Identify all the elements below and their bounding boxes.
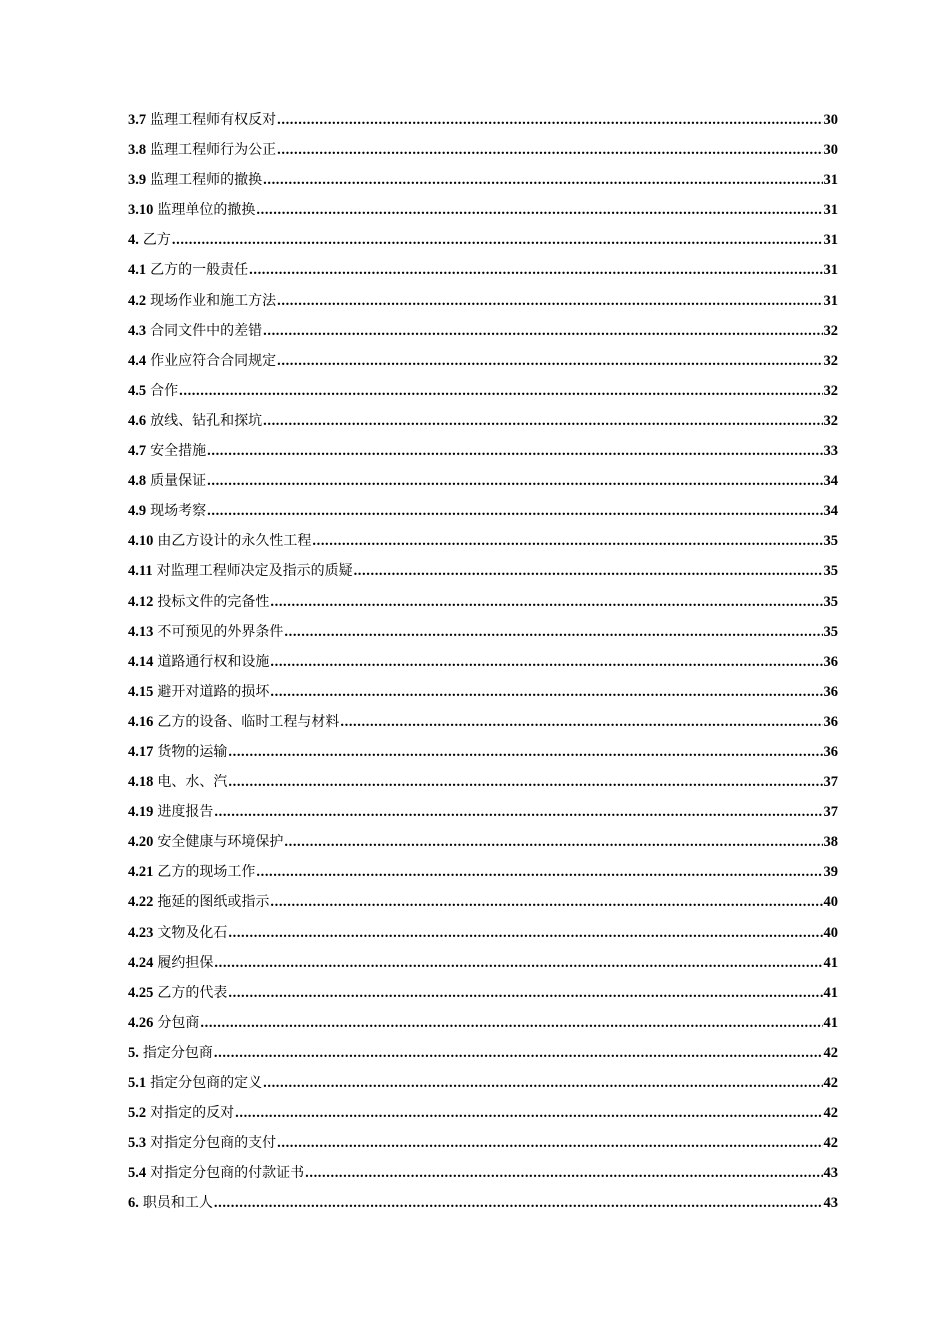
toc-entry-page-number: 32	[823, 352, 838, 369]
toc-entry-page-number: 35	[823, 593, 838, 610]
toc-entry[interactable]	[128, 981, 838, 1011]
toc-entry-page-number: 33	[823, 443, 838, 460]
table-of-contents	[128, 108, 838, 1221]
toc-entry-title: 指定分包商的定义	[150, 1075, 263, 1091]
toc-entry-page-number: 36	[823, 743, 838, 760]
toc-entry-title: 职员和工人	[142, 1195, 213, 1212]
toc-entry-title: 电、水、汽	[157, 774, 228, 791]
toc-entry-number: 4.16	[128, 713, 154, 730]
toc-dot-leader	[207, 439, 822, 463]
toc-entry-page-number: 31	[823, 292, 838, 309]
toc-entry-title: 安全健康与环境保护	[157, 834, 284, 851]
toc-entry-page-number: 41	[823, 954, 838, 971]
toc-dot-leader	[263, 319, 822, 343]
toc-entry-number: 4.21	[128, 864, 154, 881]
toc-entry[interactable]	[128, 108, 838, 138]
toc-entry[interactable]	[128, 289, 838, 319]
toc-entry-number: 4.24	[128, 954, 154, 971]
toc-entry[interactable]	[128, 650, 838, 680]
toc-entry-page-number: 42	[823, 1105, 838, 1122]
toc-entry-title: 监理工程师有权反对	[150, 112, 277, 128]
toc-entry-number: 6.	[128, 1195, 139, 1212]
toc-dot-leader	[263, 168, 822, 192]
toc-entry[interactable]	[128, 499, 838, 529]
toc-dot-leader	[200, 1011, 822, 1035]
toc-dot-leader	[277, 1131, 822, 1155]
toc-entry[interactable]	[128, 830, 838, 860]
toc-entry-title: 分包商	[157, 1014, 200, 1031]
toc-entry-number: 4.3	[128, 322, 147, 339]
toc-dot-leader	[256, 198, 822, 222]
toc-entry[interactable]	[128, 800, 838, 830]
toc-entry-page-number: 37	[823, 804, 838, 821]
toc-entry-title: 乙方的代表	[157, 984, 228, 1001]
toc-entry-number: 3.10	[128, 202, 154, 219]
toc-entry-page-number: 41	[823, 1014, 838, 1031]
toc-dot-leader	[277, 349, 822, 373]
toc-entry-page-number: 31	[823, 262, 838, 279]
toc-dot-leader	[172, 228, 823, 252]
toc-entry-title: 由乙方设计的永久性工程	[157, 533, 312, 550]
toc-dot-leader	[235, 1101, 822, 1125]
toc-entry-title: 文物及化石	[157, 924, 228, 941]
toc-entry-title: 安全措施	[150, 443, 207, 460]
toc-entry-number: 4.11	[128, 563, 153, 580]
toc-entry-page-number: 35	[823, 563, 838, 580]
toc-entry-page-number: 41	[823, 984, 838, 1001]
toc-entry[interactable]	[128, 770, 838, 800]
toc-entry-title: 货物的运输	[157, 743, 228, 760]
toc-entry-number: 4.14	[128, 653, 154, 670]
toc-entry-number: 4.26	[128, 1014, 154, 1031]
toc-entry[interactable]	[128, 198, 838, 228]
toc-entry[interactable]	[128, 349, 838, 379]
toc-dot-leader	[214, 1191, 823, 1215]
toc-entry-page-number: 42	[823, 1075, 838, 1091]
toc-dot-leader	[207, 499, 822, 523]
toc-entry-page-number: 40	[823, 924, 838, 941]
toc-entry-number: 4.19	[128, 804, 154, 821]
toc-dot-leader	[228, 981, 822, 1005]
toc-entry-number: 4.17	[128, 743, 154, 760]
toc-entry-title: 不可预见的外界条件	[157, 623, 284, 640]
toc-entry[interactable]	[128, 921, 838, 951]
toc-dot-leader	[312, 529, 822, 553]
toc-dot-leader	[207, 469, 822, 493]
toc-entry-page-number: 34	[823, 473, 838, 490]
toc-entry-number: 4.18	[128, 774, 154, 791]
toc-entry[interactable]	[128, 138, 838, 168]
toc-entry-title: 履约担保	[157, 954, 214, 971]
toc-entry-number: 4.20	[128, 834, 154, 851]
toc-entry-title: 现场考察	[150, 503, 207, 520]
toc-entry[interactable]	[128, 1071, 838, 1101]
toc-entry-number: 4.15	[128, 683, 154, 700]
toc-entry-title: 对监理工程师决定及指示的质疑	[156, 563, 353, 580]
toc-dot-leader	[340, 710, 822, 734]
toc-entry-page-number: 30	[823, 142, 838, 159]
toc-dot-leader	[284, 830, 822, 854]
toc-entry[interactable]	[128, 680, 838, 710]
toc-entry-title: 监理工程师的撤换	[150, 172, 263, 189]
toc-dot-leader	[228, 770, 822, 794]
toc-entry-number: 3.8	[128, 142, 147, 159]
toc-entry-title: 质量保证	[150, 473, 207, 490]
toc-entry-title: 作业应符合合同规定	[150, 352, 277, 369]
toc-entry-page-number: 38	[823, 834, 838, 851]
toc-entry-number: 4.8	[128, 473, 147, 490]
toc-entry[interactable]	[128, 1041, 838, 1071]
toc-entry-title: 拖延的图纸或指示	[157, 894, 270, 911]
toc-entry-title: 道路通行权和设施	[157, 653, 270, 670]
toc-entry-page-number: 42	[823, 1135, 838, 1152]
toc-entry-page-number: 36	[823, 653, 838, 670]
toc-dot-leader	[305, 1161, 822, 1185]
toc-entry-number: 4.9	[128, 503, 147, 520]
toc-entry-title: 对指定分包商的付款证书	[150, 1165, 305, 1182]
toc-dot-leader	[284, 620, 822, 644]
toc-entry[interactable]	[128, 258, 838, 288]
toc-entry[interactable]	[128, 439, 838, 469]
toc-entry-page-number: 36	[823, 713, 838, 730]
toc-dot-leader	[277, 108, 822, 132]
toc-entry[interactable]	[128, 1131, 838, 1161]
toc-entry-title: 避开对道路的损坏	[157, 683, 270, 700]
toc-entry[interactable]	[128, 740, 838, 770]
toc-dot-leader	[228, 921, 822, 945]
toc-entry-title: 合作	[150, 382, 179, 399]
toc-entry[interactable]	[128, 529, 838, 559]
toc-dot-leader	[228, 740, 822, 764]
toc-entry-number: 4.5	[128, 382, 147, 399]
toc-dot-leader	[270, 680, 822, 704]
toc-entry-title: 乙方的一般责任	[150, 262, 249, 279]
toc-entry[interactable]	[128, 379, 838, 409]
toc-entry-title: 合同文件中的差错	[150, 322, 263, 339]
toc-entry-title: 监理单位的撤换	[157, 202, 256, 219]
toc-entry-page-number: 31	[823, 172, 838, 189]
toc-entry-number: 4.2	[128, 292, 147, 309]
toc-entry[interactable]	[128, 1011, 838, 1041]
toc-entry-page-number: 32	[823, 322, 838, 339]
toc-entry-title: 乙方的设备、临时工程与材料	[157, 713, 340, 730]
toc-entry-page-number: 31	[823, 232, 838, 249]
toc-entry-page-number: 42	[823, 1044, 838, 1061]
toc-dot-leader	[263, 1071, 822, 1095]
toc-entry-number: 4.	[128, 232, 139, 249]
toc-entry[interactable]	[128, 1161, 838, 1191]
toc-entry-page-number: 37	[823, 774, 838, 791]
toc-entry-title: 放线、钻孔和探坑	[150, 412, 263, 429]
toc-entry-page-number: 40	[823, 894, 838, 911]
toc-entry-number: 4.10	[128, 533, 154, 550]
toc-entry-number: 3.9	[128, 172, 147, 189]
toc-entry-page-number: 35	[823, 533, 838, 550]
toc-entry[interactable]	[128, 168, 838, 198]
toc-dot-leader	[214, 800, 822, 824]
toc-dot-leader	[179, 379, 822, 403]
toc-entry[interactable]	[128, 409, 838, 439]
toc-entry-number: 5.1	[128, 1075, 147, 1091]
toc-entry[interactable]	[128, 951, 838, 981]
toc-entry-number: 4.25	[128, 984, 154, 1001]
toc-entry-number: 3.7	[128, 112, 147, 128]
toc-entry-number: 4.6	[128, 412, 147, 429]
toc-entry-number: 4.12	[128, 593, 154, 610]
toc-entry[interactable]	[128, 319, 838, 349]
toc-entry[interactable]	[128, 590, 838, 620]
toc-entry-number: 4.1	[128, 262, 147, 279]
toc-dot-leader	[249, 258, 822, 282]
toc-entry-title: 乙方的现场工作	[157, 864, 256, 881]
toc-entry-number: 4.7	[128, 443, 147, 460]
toc-entry-title: 进度报告	[157, 804, 214, 821]
toc-dot-leader	[270, 890, 822, 914]
toc-entry-title: 现场作业和施工方法	[150, 292, 277, 309]
toc-entry-page-number: 43	[823, 1165, 838, 1182]
toc-entry-title: 乙方	[142, 232, 171, 249]
toc-entry[interactable]	[128, 559, 838, 589]
toc-entry-title: 投标文件的完备性	[157, 593, 270, 610]
toc-entry-page-number: 36	[823, 683, 838, 700]
toc-entry-title: 对指定分包商的支付	[150, 1135, 277, 1152]
toc-entry-page-number: 31	[823, 202, 838, 219]
toc-entry[interactable]	[128, 860, 838, 890]
toc-entry[interactable]	[128, 620, 838, 650]
toc-entry-number: 4.23	[128, 924, 154, 941]
toc-entry-page-number: 30	[823, 112, 838, 128]
toc-entry-number: 4.4	[128, 352, 147, 369]
toc-entry-page-number: 32	[823, 382, 838, 399]
toc-entry[interactable]	[128, 1191, 838, 1221]
toc-entry-page-number: 34	[823, 503, 838, 520]
toc-entry-number: 4.13	[128, 623, 154, 640]
toc-entry-number: 4.22	[128, 894, 154, 911]
toc-dot-leader	[354, 559, 823, 583]
toc-dot-leader	[277, 138, 822, 162]
toc-entry-title: 指定分包商	[142, 1044, 213, 1061]
toc-entry[interactable]	[128, 890, 838, 920]
toc-dot-leader	[263, 409, 822, 433]
toc-entry-page-number: 35	[823, 623, 838, 640]
toc-entry-title: 对指定的反对	[150, 1105, 235, 1122]
toc-entry[interactable]	[128, 228, 838, 258]
toc-entry-title: 监理工程师行为公正	[150, 142, 277, 159]
toc-entry-number: 5.2	[128, 1105, 147, 1122]
toc-entry-number: 5.	[128, 1044, 139, 1061]
toc-dot-leader	[277, 289, 822, 313]
toc-dot-leader	[214, 1041, 823, 1065]
toc-entry-page-number: 43	[823, 1195, 838, 1212]
toc-entry-number: 5.4	[128, 1165, 147, 1182]
toc-entry[interactable]	[128, 710, 838, 740]
toc-entry[interactable]	[128, 469, 838, 499]
toc-entry-page-number: 39	[823, 864, 838, 881]
toc-dot-leader	[270, 590, 822, 614]
toc-entry-number: 5.3	[128, 1135, 147, 1152]
toc-entry-page-number: 32	[823, 412, 838, 429]
toc-dot-leader	[270, 650, 822, 674]
toc-entry[interactable]	[128, 1101, 838, 1131]
toc-dot-leader	[256, 860, 822, 884]
toc-dot-leader	[214, 951, 822, 975]
